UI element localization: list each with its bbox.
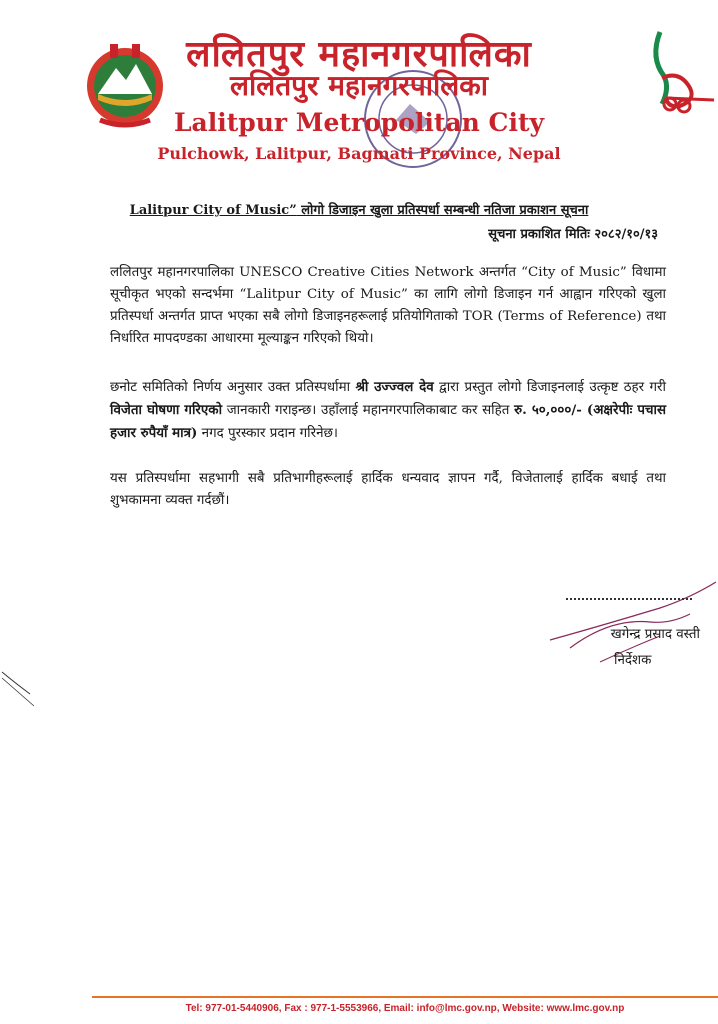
winner-declared: विजेता घोषणा गरिएको bbox=[110, 402, 223, 418]
notice-subject-rest: लोगो डिजाइन खुला प्रतिस्पर्धा सम्बन्धी नतिजा प्रकाशन सूचना bbox=[296, 203, 589, 218]
signatory-title: निर्देशक bbox=[614, 653, 652, 668]
p2-text-g: नगद पुरस्कार प्रदान गरिनेछ। bbox=[197, 426, 339, 441]
winner-name: श्री उज्ज्वल देव bbox=[355, 379, 434, 395]
org-title-nepali-script: ललितपुर महानगरपालिका bbox=[229, 69, 489, 102]
p2-text-c: द्वारा प्रस्तुत लोगो डिजाइनलाई उत्कृष्ट ठहर गरी bbox=[433, 380, 666, 395]
p2-text-a: छनोट समितिको निर्णय अनुसार उक्त प्रतिस्पर्धामा bbox=[110, 380, 356, 395]
org-title-nepali: ललितपुर महानगरपालिका bbox=[186, 33, 532, 75]
notice-subject-prefix: Lalitpur City of Music” bbox=[129, 203, 297, 218]
notice-subject bbox=[0, 200, 718, 218]
margin-pen-mark bbox=[0, 668, 36, 708]
prize-amount: रु. ५०,०००/- (अक्षरेपीः पचास हजार रुपैयाँ मात्र) bbox=[110, 402, 666, 441]
signatory-name: खगेन्द्र प्रसाद वस्ती bbox=[610, 627, 700, 642]
paragraph-3: यस प्रतिस्पर्धामा सहभागी सबै प्रतिभागीहरूलाई हार्दिक धन्यवाद ज्ञापन गर्दै, विजेतालाई हार्दिक बधाई तथा शुभकामना व्यक्त गर्दछौं। bbox=[110, 471, 666, 508]
org-address: Pulchowk, Lalitpur, Bagmati Province, Nepal bbox=[157, 144, 561, 163]
notice-date: सूचना प्रकाशित मितिः २०८२/१०/१३ bbox=[488, 227, 658, 242]
p2-text-e: जानकारी गराइन्छ। उहाँलाई महानगरपालिकाबाट कर सहित bbox=[222, 403, 515, 418]
paragraph-1: ललितपुर महानगरपालिका UNESCO Creative Cities Network अन्तर्गत “City of Music” विधामा सूचीकृत भएको सन्दर्भमा “Lalitpur City of Music” का लागि लोगो डिजाइन गर्न आह्वान गरिएको खुला प्रतिस्पर्धा अन्तर्गत प्राप्त भएका सबै लोगो डिजाइनहरूलाई प्रतियोगिताको TOR (Terms of Reference) तथा निर्धारित मापदण्डका आधारमा मूल्याङ्कन गरिएको थियो। bbox=[110, 265, 666, 346]
paragraph-2 bbox=[110, 376, 666, 445]
footer-divider bbox=[92, 996, 718, 998]
signature-dotted-line bbox=[566, 598, 692, 600]
org-title-english: Lalitpur Metropolitan City bbox=[173, 108, 545, 137]
footer-contact: Tel: 977-01-5440906, Fax : 977-1-5553966, Email: info@lmc.gov.np, Website: www.lmc.gov.np bbox=[185, 1003, 625, 1014]
